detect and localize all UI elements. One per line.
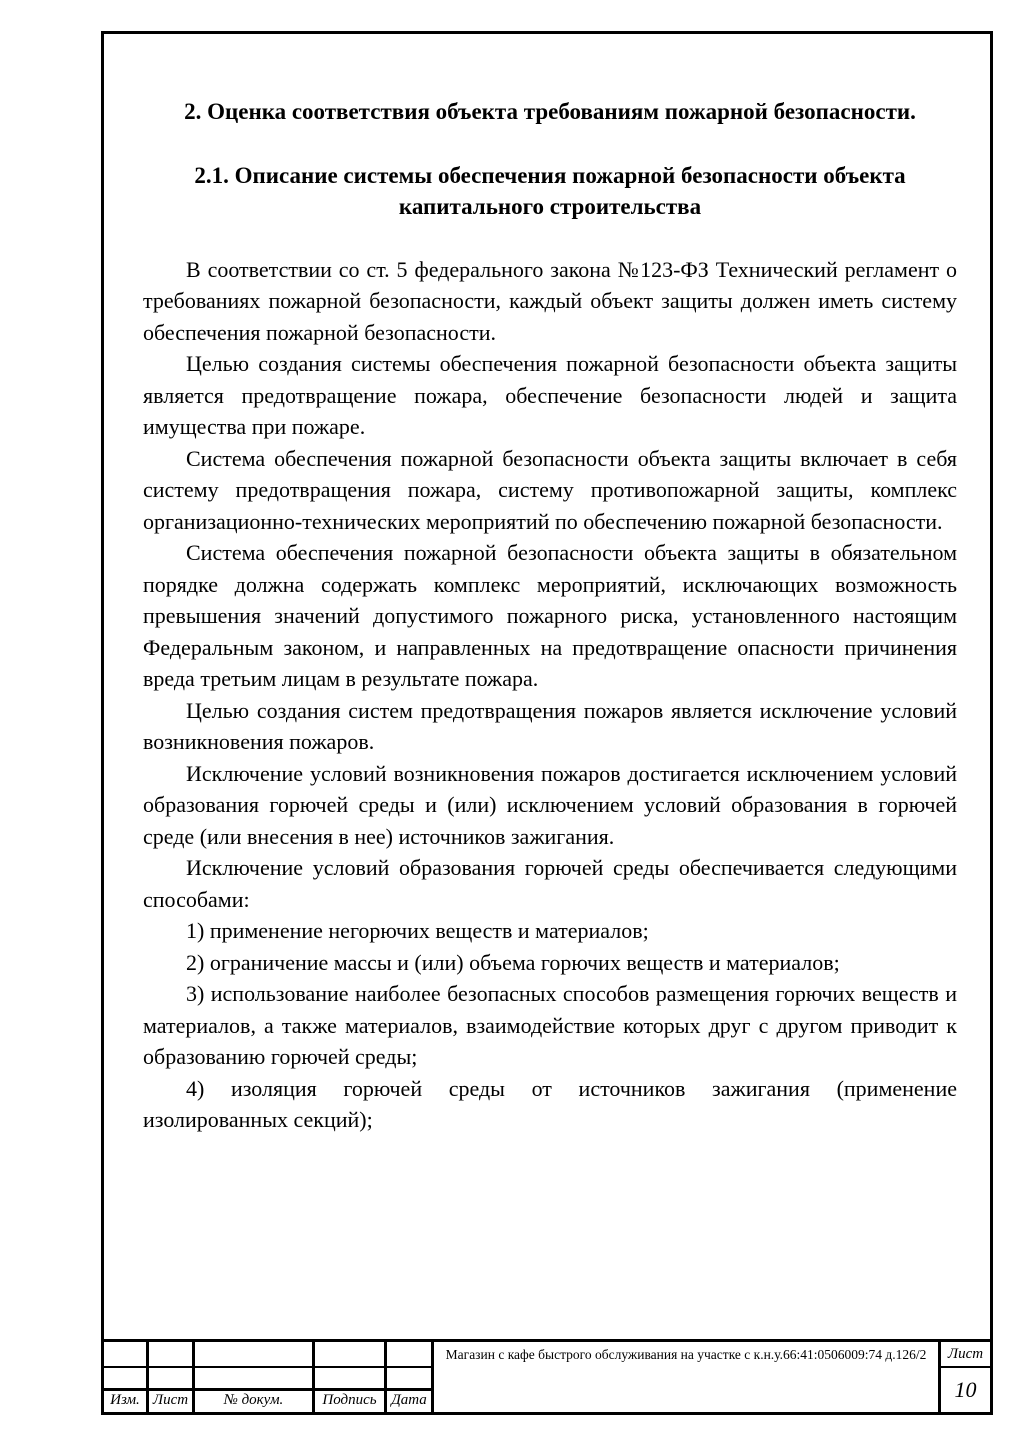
list-item: 1) применение негорючих веществ и материалов; — [186, 918, 649, 943]
subsection-heading-line2: капитального строительства — [398, 194, 702, 219]
list-item: 2) ограничение массы и (или) объема горючих веществ и материалов; — [186, 949, 840, 975]
paragraph: Система обеспечения пожарной безопасности объекта защиты включает в себя систему предотвращения пожара, систему противопожарной защиты, комплекс организационно-технических мероприятий по обеспечению пожарной безопасности. — [143, 445, 957, 534]
titleblock-empty-cell — [387, 1342, 434, 1368]
sheet-label: Лист — [941, 1342, 990, 1368]
list-item: 4) изоляция горючей среды от источников зажигания (применение изолированных секций); — [143, 1075, 957, 1132]
subsection-heading — [143, 160, 957, 223]
titleblock-empty-cell — [387, 1368, 434, 1391]
titleblock-empty-cell — [104, 1342, 149, 1368]
titleblock-label-podpis: Подпись — [315, 1391, 387, 1412]
list-item: 3) использование наиболее безопасных способов размещения горючих веществ и материалов, а также материалов, взаимодействие которых друг с другом приводит к образованию горючей среды; — [143, 981, 957, 1069]
titleblock-label-ndokum: № докум. — [195, 1391, 315, 1412]
paragraph: Исключение условий образования горючей среды обеспечивается следующими способами: — [143, 855, 957, 912]
paragraph: Система обеспечения пожарной безопасности объекта защиты в обязательном порядке должна содержать комплекс мероприятий, исключающих возможность превышения значений допустимого пожарного риска, установленного настоящим Федеральным законом, и направленных на предотвращение опасности причинения вреда третьим лицам в результате пожара. — [143, 540, 957, 691]
sheet-number-block — [941, 1342, 990, 1412]
titleblock-empty-cell — [149, 1368, 195, 1391]
titleblock-label-list: Лист — [149, 1391, 195, 1412]
titleblock-label-data: Дата — [387, 1391, 434, 1412]
titleblock-empty-cell — [149, 1342, 195, 1368]
titleblock-empty-cell — [315, 1342, 387, 1368]
paragraph: Исключение условий возникновения пожаров достигается исключением условий образования горючей среды и (или) исключением условий образования в горючей среде (или внесения в нее) источников зажигания. — [143, 760, 957, 849]
titleblock-label-izm: Изм. — [104, 1391, 149, 1412]
paragraph: Целью создания систем предотвращения пожаров является исключение условий возникновения пожаров. — [143, 697, 957, 754]
titleblock-empty-cell — [104, 1368, 149, 1391]
subsection-heading-line1: 2.1. Описание системы обеспечения пожарной безопасности объекта — [194, 162, 906, 188]
title-block-revision-grid — [104, 1342, 434, 1412]
document-content — [143, 96, 957, 1136]
titleblock-empty-cell — [315, 1368, 387, 1391]
section-heading: 2. Оценка соответствия объекта требованиям пожарной безопасности. — [184, 99, 916, 124]
paragraph: В соответствии со ст. 5 федерального закона №123-ФЗ Технический регламент о требованиях пожарной безопасности, каждый объект защиты должен иметь систему обеспечения пожарной безопасности. — [143, 256, 957, 345]
titleblock-empty-cell — [195, 1368, 315, 1391]
page-frame — [101, 31, 993, 1415]
title-block — [104, 1339, 990, 1412]
paragraph: Целью создания системы обеспечения пожарной безопасности объекта защиты является предотвращение пожара, обеспечение безопасности людей и защита имущества при пожаре. — [143, 351, 957, 439]
sheet-number: 10 — [954, 1377, 977, 1402]
titleblock-empty-cell — [195, 1342, 315, 1368]
project-title: Магазин с кафе быстрого обслуживания на участке с к.н.у.66:41:0506009:74 д.126/2 — [434, 1342, 941, 1412]
